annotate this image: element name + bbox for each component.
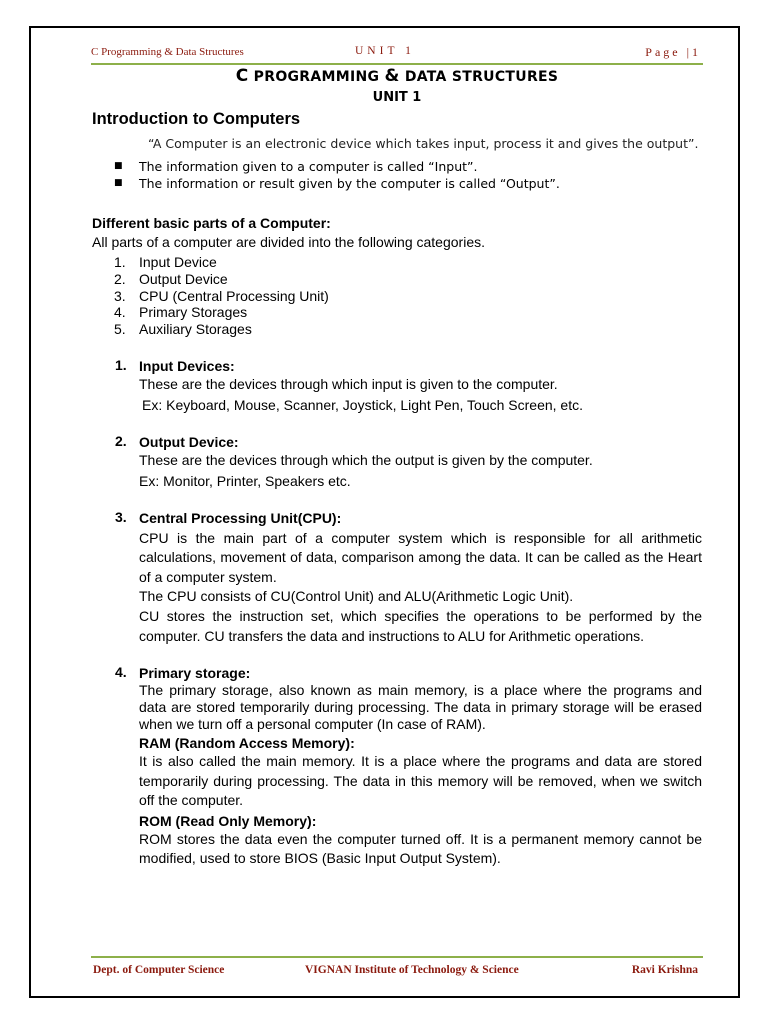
running-header bbox=[91, 44, 703, 62]
parts-heading: Different basic parts of a Computer: bbox=[92, 215, 331, 231]
rom-text: ROM stores the data even the computer turned off. It is a permanent memory cannot be modified, used to store BIOS (Basic Input Output System). bbox=[139, 830, 702, 867]
section-text: These are the devices through which input is given to the computer. bbox=[139, 375, 558, 392]
section-title: Primary storage: bbox=[139, 665, 251, 682]
list-number: 4. bbox=[114, 304, 126, 321]
section-text: The primary storage, also known as main memory, is a place where the programs and data are stored temporarily during processing. The data in primary storage will be erased when we turn off a personal computer (In case of RAM). bbox=[139, 682, 702, 733]
section-output-device bbox=[92, 433, 702, 490]
section-title: Output Device: bbox=[139, 433, 239, 450]
section-text: CU stores the instruction set, which specifies the operations to be performed by the computer. CU transfers the data and instructions to ALU for Arithmetic operations. bbox=[139, 608, 702, 644]
square-bullet-icon: ■ bbox=[114, 161, 123, 171]
header-unit: UNIT 1 bbox=[355, 45, 415, 57]
footer-department: Dept. of Computer Science bbox=[93, 964, 225, 976]
bullet-item bbox=[114, 175, 702, 192]
section-number: 1. bbox=[115, 356, 127, 373]
running-footer bbox=[91, 964, 703, 982]
list-number: 2. bbox=[114, 270, 126, 287]
bullet-text: The information given to a computer is called “Input”. bbox=[139, 159, 478, 174]
list-label: Primary Storages bbox=[139, 304, 248, 321]
square-bullet-icon: ■ bbox=[114, 178, 123, 188]
page-content bbox=[92, 111, 702, 869]
section-text: The CPU consists of CU(Control Unit) and ALU(Arithmetic Logic Unit). bbox=[139, 588, 574, 605]
intro-bullets bbox=[92, 158, 702, 192]
list-item bbox=[92, 321, 702, 338]
title-data-structures: DATA STRUCTURES bbox=[404, 69, 559, 85]
list-item bbox=[92, 254, 702, 271]
footer-rule bbox=[91, 956, 703, 958]
section-number: 2. bbox=[115, 432, 127, 449]
title-initial: C bbox=[235, 66, 249, 86]
section-title: Input Devices: bbox=[139, 357, 235, 374]
section-input-devices bbox=[92, 357, 702, 414]
list-label: CPU (Central Processing Unit) bbox=[139, 287, 329, 304]
section-primary-storage bbox=[92, 664, 702, 869]
bullet-item bbox=[114, 158, 702, 175]
section-cpu bbox=[92, 509, 702, 647]
ram-text: It is also called the main memory. It is a place where the programs and data are stored temporarily during processing. The data in this memory will be removed, when we switch off the computer. bbox=[139, 753, 702, 809]
list-item bbox=[92, 304, 702, 321]
list-item bbox=[92, 288, 702, 305]
header-course-title: C Programming & Data Structures bbox=[91, 46, 244, 58]
rom-title: ROM (Read Only Memory): bbox=[139, 812, 317, 829]
section-text: CPU is the main part of a computer system which is responsible for all arithmetic calculations, movement of data, comparison among the data. It can be called as the Heart of a computer system. bbox=[139, 529, 702, 585]
parts-list bbox=[92, 254, 702, 338]
section-title: Central Processing Unit(CPU): bbox=[139, 509, 342, 526]
document-title bbox=[91, 66, 703, 86]
section-text: These are the devices through which the output is given by the computer. bbox=[139, 451, 593, 468]
ram-title: RAM (Random Access Memory): bbox=[139, 735, 355, 752]
bullet-text: The information or result given by the computer is called “Output”. bbox=[139, 176, 560, 191]
document-subtitle: UNIT 1 bbox=[372, 90, 422, 105]
section-example: Ex: Keyboard, Mouse, Scanner, Joystick, Light Pen, Touch Screen, etc. bbox=[142, 396, 583, 413]
section-number: 4. bbox=[115, 664, 127, 681]
footer-author: Ravi Krishna bbox=[631, 964, 698, 976]
header-rule bbox=[91, 63, 703, 65]
list-item bbox=[92, 271, 702, 288]
parts-lead: All parts of a computer are divided into the following categories. bbox=[92, 234, 485, 250]
list-label: Output Device bbox=[139, 270, 228, 287]
list-number: 3. bbox=[114, 287, 126, 304]
section-example: Ex: Monitor, Printer, Speakers etc. bbox=[139, 472, 351, 489]
list-label: Auxiliary Storages bbox=[139, 321, 252, 338]
list-number: 1. bbox=[114, 254, 126, 270]
intro-heading: Introduction to Computers bbox=[92, 110, 301, 128]
header-page-number: Page |1 bbox=[645, 45, 701, 59]
title-programming: PROGRAMMING bbox=[253, 69, 380, 85]
section-number: 3. bbox=[115, 508, 127, 525]
computer-definition: “A Computer is an electronic device which takes input, process it and gives the output”. bbox=[148, 136, 699, 151]
list-number: 5. bbox=[114, 321, 126, 338]
title-ampersand: & bbox=[384, 66, 400, 86]
list-label: Input Device bbox=[139, 254, 217, 270]
footer-institute: VIGNAN Institute of Technology & Science bbox=[305, 964, 519, 976]
